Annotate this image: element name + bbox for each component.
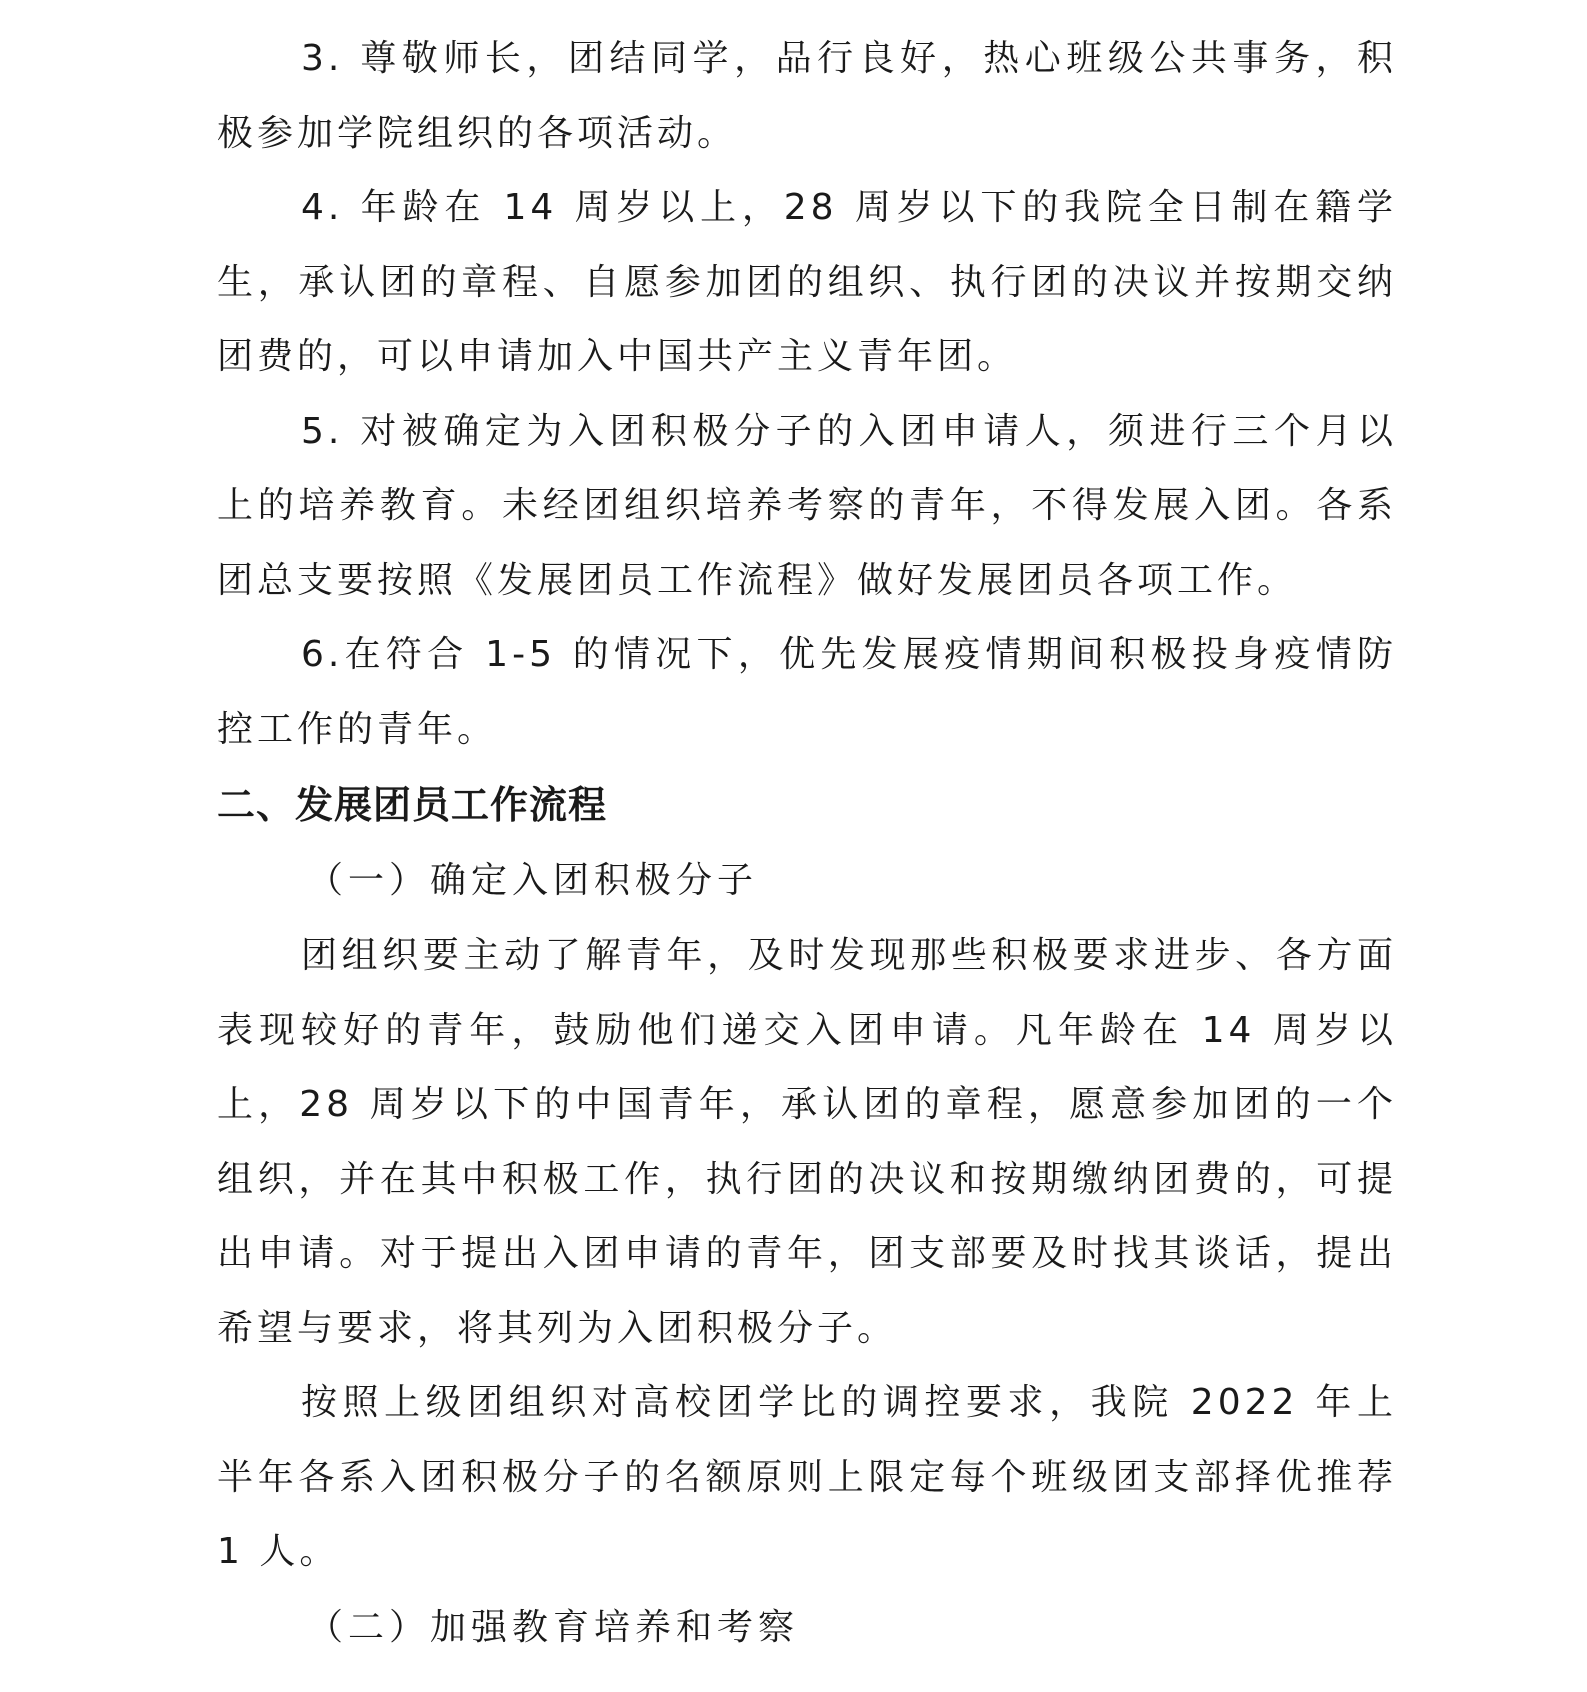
requirement-item-4: 4. 年龄在 14 周岁以上，28 周岁以下的我院全日制在籍学生，承认团的章程、自愿参加团的组织、执行团的决议并按期交纳团费的，可以申请加入中国共产主义青年团。	[217, 187, 1397, 377]
requirement-item-6: 6.在符合 1-5 的情况下，优先发展疫情期间积极投身疫情防控工作的青年。	[217, 634, 1397, 750]
section-heading: 二、发展团员工作流程	[217, 783, 608, 827]
subsection-heading-2: （二）加强教育培养和考察	[307, 1606, 800, 1648]
body-paragraph-1: 团组织要主动了解青年，及时发现那些积极要求进步、各方面表现较好的青年，鼓励他们递交入团申请。凡年龄在 14 周岁以上，28 周岁以下的中国青年，承认团的章程，愿意参加团的一个组织，并在其中积极工作，执行团的决议和按期缴纳团费的，可提出申请。对于提出入团申请的青年，团支部要及时找其谈话，提出希望与要求，将其列为入团积极分子。	[217, 935, 1397, 1349]
body-paragraph-2: 按照上级团组织对高校团学比的调控要求，我院 2022 年上半年各系入团积极分子的名额原则上限定每个班级团支部择优推荐 1 人。	[217, 1382, 1397, 1572]
document-page	[217, 22, 1397, 1666]
requirement-item-5: 5. 对被确定为入团积极分子的入团申请人，须进行三个月以上的培养教育。未经团组织培养考察的青年，不得发展入团。各系团总支要按照《发展团员工作流程》做好发展团员各项工作。	[217, 410, 1397, 601]
subsection-heading-1: （一）确定入团积极分子	[307, 860, 759, 901]
requirement-item-3: 3. 尊敬师长，团结同学，品行良好，热心班级公共事务，积极参加学院组织的各项活动。	[217, 38, 1397, 154]
